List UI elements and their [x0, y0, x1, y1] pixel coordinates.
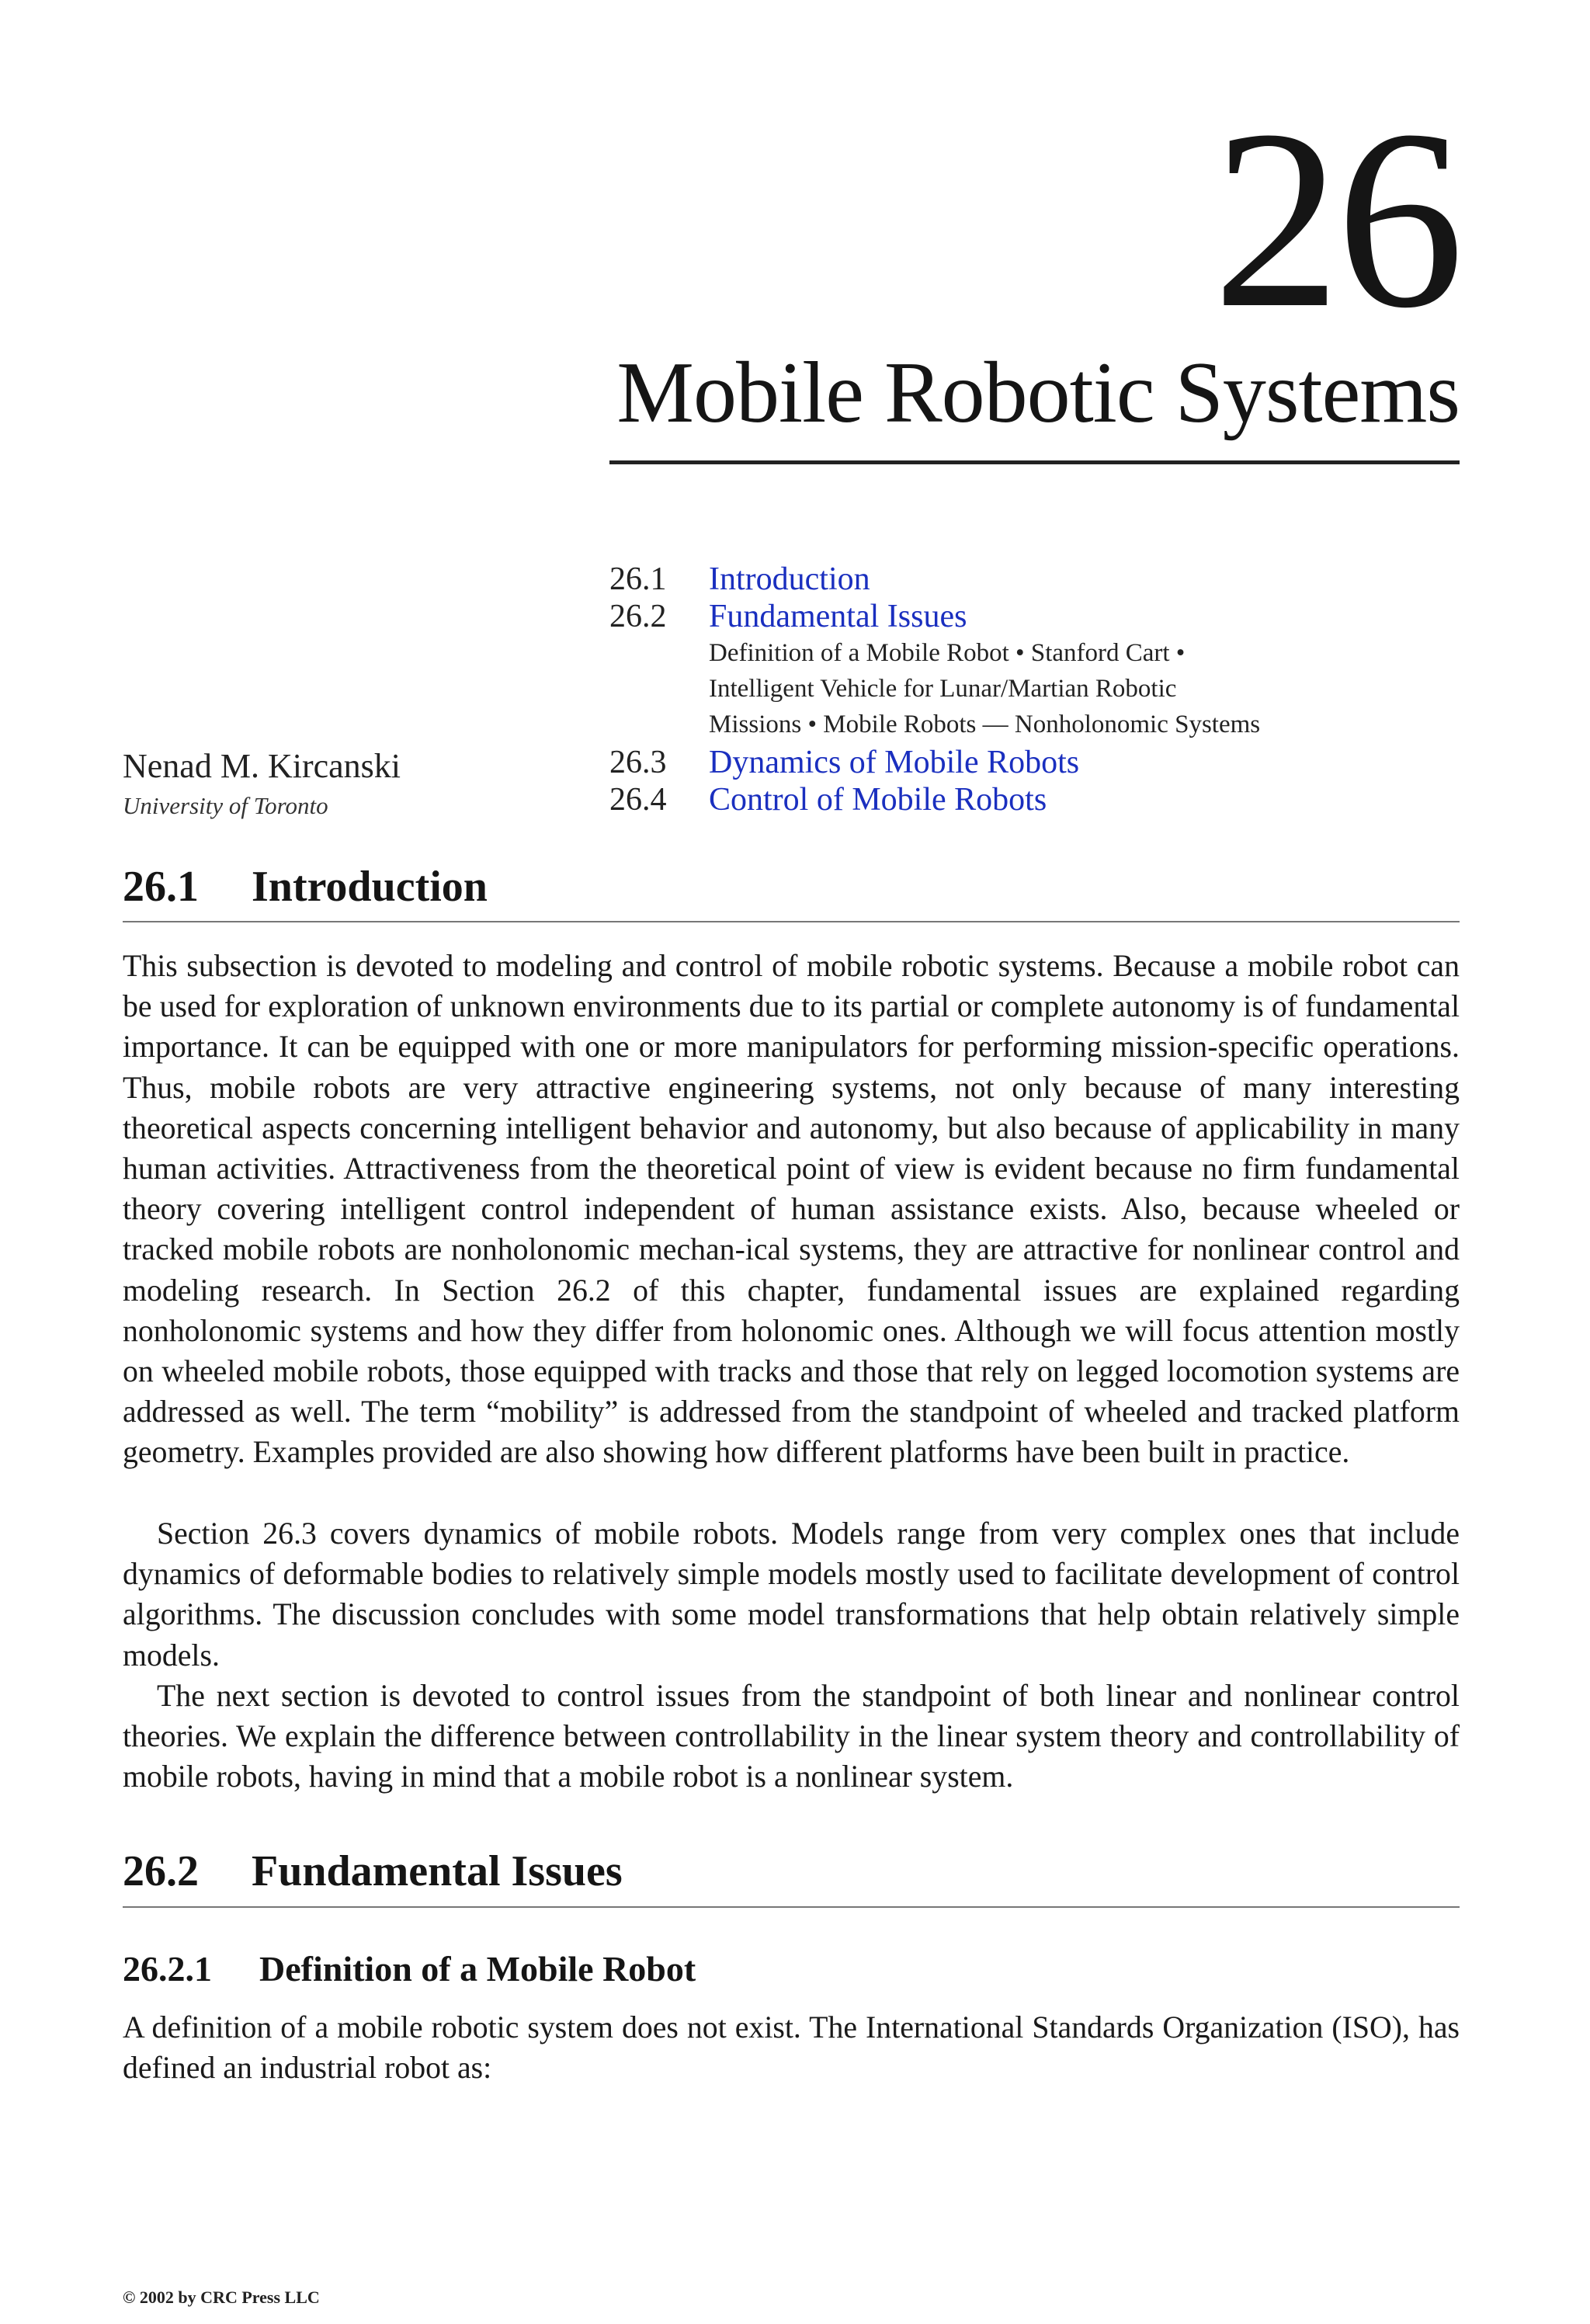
toc-number: 26.1 — [609, 561, 667, 597]
subsection-heading-definition — [123, 1948, 696, 1990]
author-affiliation: University of Toronto — [123, 792, 328, 819]
chapter-title: Mobile Robotic Systems — [616, 345, 1460, 441]
toc-number: 26.3 — [609, 745, 667, 780]
section-rule — [123, 921, 1460, 922]
section-number: 26.1 — [123, 863, 199, 911]
chapter-number: 26 — [1213, 78, 1460, 361]
toc-subtopic-line: Missions • Mobile Robots — Nonholonomic Systems — [709, 710, 1261, 738]
subsection-title: Definition of a Mobile Robot — [259, 1949, 696, 1989]
section-number: 26.2 — [123, 1847, 199, 1895]
toc-link-introduction[interactable]: Introduction — [709, 561, 870, 597]
chapter-toc — [609, 561, 1463, 818]
section-title: Fundamental Issues — [252, 1847, 623, 1895]
toc-link-control[interactable]: Control of Mobile Robots — [709, 782, 1047, 818]
toc-entry[interactable] — [609, 744, 1463, 781]
author-name: Nenad M. Kircanski — [123, 747, 401, 785]
section-rule — [123, 1906, 1460, 1908]
section-title: Introduction — [252, 863, 488, 911]
copyright-notice: © 2002 by CRC Press LLC — [123, 2288, 320, 2307]
definition-paragraph: A definition of a mobile robotic system does not exist. The International Standards Organization (ISO), has defined an industrial robot as: — [123, 2010, 1460, 2086]
intro-paragraph-1: This subsection is devoted to modeling and control of mobile robotic systems. Because a mobile robot can be used for exploration of unknown environments due to its partial or complete autonomy is of fundamental importance. It can be equipped with one or more manipulators for performing mission-specific operations. Thus, mobile robots are very attractive engineering systems, not only because of many interesting theoretical aspects concerning intelligent behavior and autonomy, but also because of applicability in many human activities. Attractiveness from the theoretical point of view is evident because no firm fundamental theory covering intelligent control independent of human assistance exists. Also, because wheeled or tracked mobile robots are nonholonomic mechan-ical systems, they are attractive for nonlinear control and modeling research. In Section 26.2 of this chapter, fundamental issues are explained regarding nonholonomic systems and how they differ from holonomic ones. Although we will focus attention mostly on wheeled mobile robots, those equipped with tracks and those that rely on legged locomotion systems are addressed as well. The term “mobility” is addressed from the standpoint of wheeled and tracked platform geometry. Examples provided are also showing how different platforms have been built in practice. — [123, 949, 1460, 1470]
section-heading-fundamental-issues — [123, 1846, 623, 1896]
toc-number: 26.4 — [609, 782, 667, 818]
toc-link-fundamental-issues[interactable]: Fundamental Issues — [709, 599, 967, 634]
title-rule — [609, 460, 1460, 464]
toc-number: 26.2 — [609, 599, 667, 634]
toc-subtopic-line: Intelligent Vehicle for Lunar/Martian Robotic — [709, 675, 1177, 703]
toc-link-dynamics[interactable]: Dynamics of Mobile Robots — [709, 745, 1080, 780]
subsection-number: 26.2.1 — [123, 1949, 212, 1989]
toc-entry[interactable] — [609, 781, 1463, 818]
intro-paragraph-2: Section 26.3 covers dynamics of mobile robots. Models range from very complex ones that include dynamics of deformable bodies to relatively simple models mostly used to facilitate development of control algorithms. The discussion concludes with some model transformations that help obtain relatively simple models. — [123, 1516, 1460, 1673]
toc-entry[interactable] — [609, 561, 1463, 598]
intro-paragraph-3: The next section is devoted to control issues from the standpoint of both linear and nonlinear control theories. We explain the difference between controllability in the linear system theory and controllability of mobile robots, having in mind that a mobile robot is a nonlinear system. — [123, 1679, 1460, 1794]
section-heading-introduction — [123, 862, 488, 912]
toc-subtopic-line: Definition of a Mobile Robot • Stanford Cart • — [709, 639, 1186, 667]
toc-entry[interactable] — [609, 598, 1463, 635]
